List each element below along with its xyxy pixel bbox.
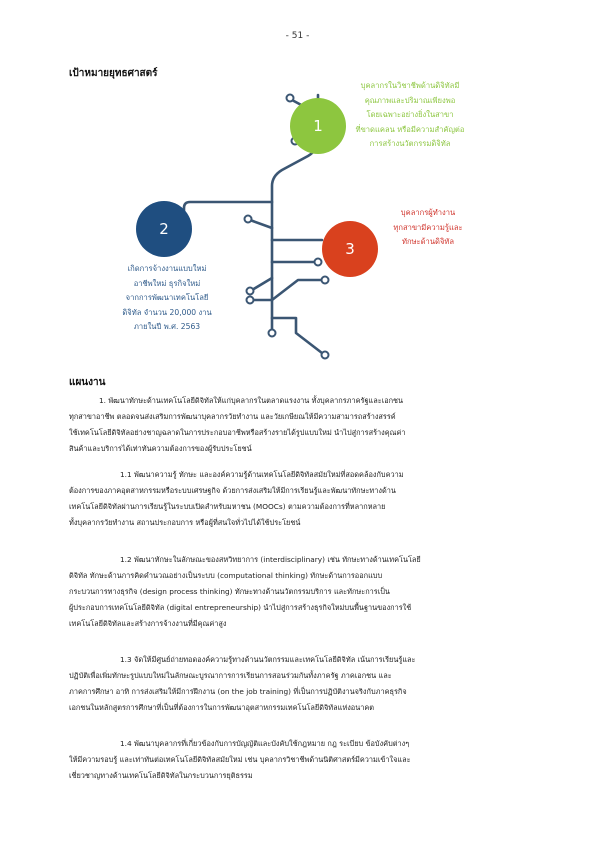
branch-end-dot <box>322 352 329 359</box>
branch-end-dot <box>245 216 252 223</box>
paragraph-line: ใช้เทคโนโลยีดิจิทัลอย่างชาญฉลาดในการประกอบอาชีพหรือสร้างรายได้รูปแบบใหม่ นำไปสู่การสร้างคุณค่า <box>69 428 406 437</box>
branch-end-dot <box>315 259 322 266</box>
node-2-number: 2 <box>159 220 169 238</box>
node-3-caption <box>372 206 484 250</box>
caption-line: ภายในปี พ.ศ. 2563 <box>133 322 201 331</box>
paragraph-line: ทั้งบุคลากรวัยทำงาน สถานประกอบการ หรือผู้ที่สนใจทั่วไปได้ใช้ประโยชน์ <box>69 518 301 527</box>
paragraph-line: 1.3 จัดให้มีศูนย์ถ่ายทอดองค์ความรู้ทางด้านนวัตกรรมและเทคโนโลยีดิจิทัล เน้นการเรียนรู้และ <box>120 655 416 664</box>
node-2 <box>136 201 192 257</box>
caption-line: ทุกสาขามีความรู้และ <box>393 222 463 232</box>
strategy-tree-diagram <box>0 0 595 370</box>
branch-end-dot <box>247 297 254 304</box>
page-number: - 51 - <box>285 31 310 41</box>
paragraph-line: 1.1 พัฒนาความรู้ ทักษะ และองค์ความรู้ด้านเทคโนโลยีดิจิทัลสมัยใหม่ที่สอดคล้องกับความ <box>120 470 404 479</box>
caption-line: คุณภาพและปริมาณเพียงพอ <box>364 95 456 105</box>
paragraph-line: ผู้ประกอบการเทคโนโลยีดิจิทัล (digital entrepreneurship) นำไปสู่การสร้างธุรกิจใหม่บนพื้นฐานของการใช้ <box>69 603 412 612</box>
caption-line: ทักษะด้านดิจิทัล <box>401 237 455 246</box>
plan-item-1-2 <box>69 552 532 632</box>
plan-item-1-4 <box>69 736 532 784</box>
caption-line: อาชีพใหม่ ธุรกิจใหม่ <box>133 278 201 288</box>
paragraph-line: ภาคการศึกษา อาทิ การส่งเสริมให้มีการฝึกงาน (on the job training) ที่เป็นการปฏิบัติงานจริงกับภาคธุรกิจ <box>69 687 407 696</box>
node-2-caption <box>92 262 242 335</box>
paragraph-line: เชี่ยวชาญทางด้านเทคโนโลยีดิจิทัลในกระบวนการยุติธรรม <box>69 771 253 780</box>
paragraph-line: เทคโนโลยีดิจิทัลและสร้างการจ้างงานที่มีคุณค่าสูง <box>69 619 227 628</box>
paragraph-line: ดิจิทัล ทักษะด้านการคิดคำนวณอย่างเป็นระบบ (computational thinking) ทักษะด้านการออกแบบ <box>69 571 383 580</box>
paragraph-line: ทุกสาขาอาชีพ ตลอดจนส่งเสริมการพัฒนาบุคลากรวัยทำงาน และวัยเกษียณให้มีความสามารถสร้างสรรค์ <box>69 412 396 421</box>
branch-end-dot <box>269 330 276 337</box>
node-3-number: 3 <box>345 240 355 258</box>
plan-item-1-1 <box>69 467 532 531</box>
caption-line: ดิจิทัล จำนวน 20,000 งาน <box>122 307 212 317</box>
paragraph-line: ปฏิบัติเพื่อเพิ่มทักษะรูปแบบใหม่ในลักษณะบูรณาการการเรียนการสอนร่วมกันทั้งภาครัฐ ภาคเอกชน และ <box>69 671 392 680</box>
caption-line: บุคลากรในวิชาชีพด้านดิจิทัลมี <box>360 81 460 90</box>
branch-end-dot <box>287 95 294 102</box>
caption-line: การสร้างนวัตกรรมดิจิทัล <box>369 139 451 148</box>
branch-end-dot <box>322 277 329 284</box>
paragraph-line: 1. พัฒนาทักษะด้านเทคโนโลยีดิจิทัลให้แก่บุคลากรในตลาดแรงงาน ทั้งบุคลากรภาครัฐและเอกชน <box>99 396 404 405</box>
node-1 <box>290 98 346 154</box>
plan-item-1-3 <box>69 652 532 716</box>
paragraph-line: เอกชนในหลักสูตรการศึกษาที่เป็นที่ต้องการในการพัฒนาอุตสาหกรรมเทคโนโลยีดิจิทัลแห่งอนาคต <box>69 703 375 712</box>
paragraph-line: 1.2 พัฒนาทักษะในลักษณะของสหวิทยาการ (interdisciplinary) เช่น ทักษะทางด้านเทคโนโลยี <box>120 555 421 564</box>
caption-line: เกิดการจ้างงานแบบใหม่ <box>127 264 207 273</box>
branch-end-dot <box>247 288 254 295</box>
paragraph-line: กระบวนการทางธุรกิจ (design process thinking) ทักษะทางด้านนวัตกรรมบริการ และทักษะการเป็น <box>69 587 390 596</box>
goals-heading: เป้าหมายยุทธศาสตร์ <box>69 68 158 79</box>
paragraph-line: 1.4 พัฒนาบุคลากรที่เกี่ยวข้องกับการบัญญัติและบังคับใช้กฎหมาย กฎ ระเบียบ ข้อบังคับต่างๆ <box>120 739 410 748</box>
caption-line: ที่ขาดแคลน หรือมีความสำคัญต่อ <box>355 124 465 134</box>
caption-line: โดยเฉพาะอย่างยิ่งในสาขา <box>366 110 454 119</box>
paragraph-line: สินค้าและบริการได้เท่าทันความต้องการของผู้รับประโยชน์ <box>69 444 252 453</box>
paragraph-line: เทคโนโลยีดิจิทัลผ่านการเรียนรู้ในระบบเปิดสำหรับมหาชน (MOOCs) ตามความต้องการที่หลากหลาย <box>69 502 386 511</box>
node-3 <box>322 221 378 277</box>
paragraph-line: ต้องการของภาคอุตสาหกรรมหรือระบบเศรษฐกิจ ด้วยการส่งเสริมให้มีการเรียนรู้และพัฒนาทักษะทางด้าน <box>69 486 396 495</box>
node-1-caption <box>345 79 475 152</box>
node-1-number: 1 <box>313 117 323 135</box>
plan-item-1 <box>69 393 532 457</box>
paragraph-line: ให้มีความรอบรู้ และเท่าทันต่อเทคโนโลยีดิจิทัลสมัยใหม่ เช่น บุคลากรวิชาชีพด้านนิติศาสตร์มีความเข้าใจและ <box>69 755 411 764</box>
caption-line: บุคลากรผู้ทำงาน <box>400 208 456 217</box>
caption-line: จากการพัฒนาเทคโนโลยี <box>125 293 209 302</box>
plan-heading: แผนงาน <box>69 377 106 388</box>
